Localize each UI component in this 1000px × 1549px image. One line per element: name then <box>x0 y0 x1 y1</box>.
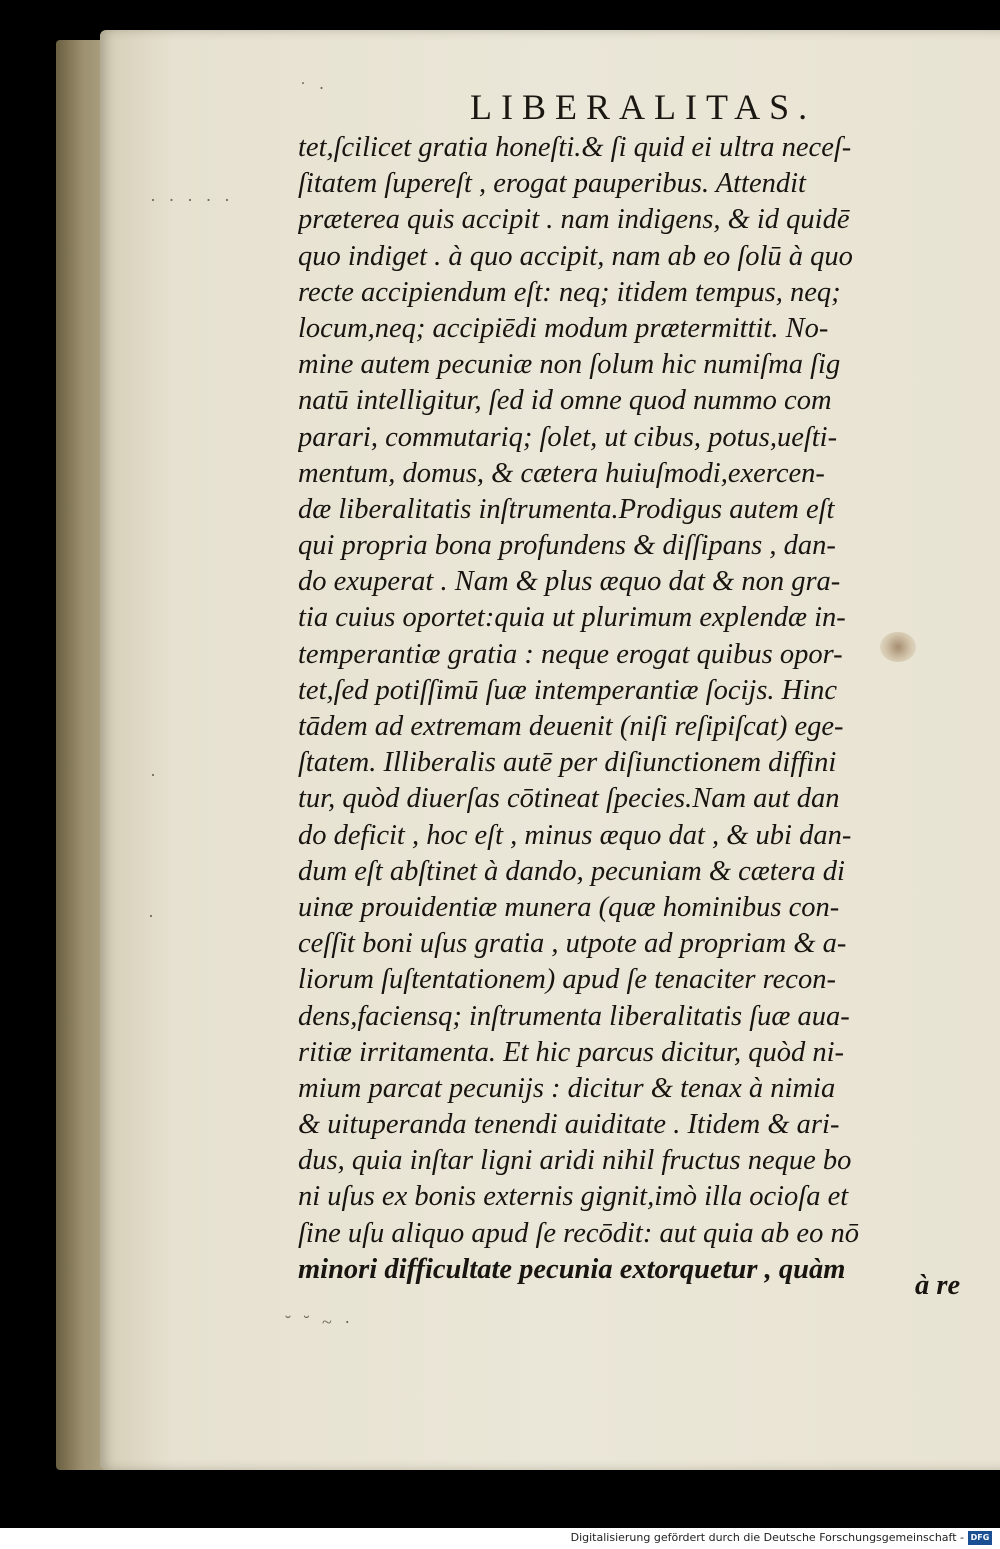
running-title: LIBERALITAS. <box>470 87 817 127</box>
text-line: tur, quòd diuerſas cōtineat ſpecies.Nam aut dan <box>298 783 840 815</box>
body-text <box>298 130 978 1288</box>
text-line: dum eſt abſtinet à dando, pecuniam & cӕtera di <box>298 855 845 887</box>
text-line: locum,neq; accipiēdi modum prӕtermittit. No- <box>298 312 829 344</box>
margin-smudge: · <box>148 906 158 926</box>
text-line: tia cuius oportet:quia ut plurimum explendӕ in- <box>298 602 846 634</box>
text-line: uinӕ prouidentiӕ munera (quӕ hominibus con- <box>298 891 840 923</box>
text-line: & uituperanda tenendi auiditate . Itidem & ari- <box>298 1109 840 1141</box>
text-line: minori difficultate pecunia extorquetur , quàm <box>298 1253 846 1285</box>
text-line: temperantiӕ gratia : neque erogat quibus opor- <box>298 638 843 670</box>
margin-smudge: · · · · · <box>150 190 234 210</box>
text-line: mine autem pecuniӕ non ſolum hic numiſma ſig <box>298 349 841 381</box>
text-line: ſtatem. Illiberalis autē per diſiunctionem diffini <box>298 747 837 779</box>
footer-bar <box>0 1528 1000 1549</box>
dfg-logo-icon: DFG <box>968 1531 992 1545</box>
text-line: ritiӕ irritamenta. Et hic parcus dicitur, quòd ni- <box>298 1036 844 1068</box>
text-line: tet,ſed potiſſimū ſuӕ intemperantiӕ ſocijs. Hinc <box>298 674 838 706</box>
margin-smudge: ˘ ˘ ~ · <box>285 1312 355 1332</box>
text-line: quo indiget . à quo accipit, nam ab eo ſolū à quo <box>298 240 853 272</box>
text-line: tādem ad extremam deuenit (niſi reſipiſcat) ege- <box>298 711 844 742</box>
funding-credit: Digitalisierung gefördert durch die Deutsche Forschungsgemeinschaft - <box>570 1531 964 1544</box>
text-line: parari, commutariq; ſolet, ut cibus, potus,ueſti- <box>298 421 838 453</box>
text-line: ceſſit boni uſus gratia , utpote ad propriam & a- <box>298 928 847 960</box>
text-line: mentum, domus, & cӕtera huiuſmodi,exercen- <box>298 457 825 489</box>
text-line: liorum ſuſtentationem) apud ſe tenaciter recon- <box>298 964 836 996</box>
text-line: ni uſus ex bonis externis gignit,imò illa ocioſa et <box>298 1181 849 1213</box>
text-line: tet,ſcilicet gratia honeſti.& ſi quid ei ultra neceſ- <box>298 132 852 163</box>
margin-smudge: ˙ · <box>300 78 329 98</box>
text-line: dus, quia inſtar ligni aridi nihil fructus neque bo <box>298 1145 852 1177</box>
text-line: mium parcat pecunijs : dicitur & tenax à nimia <box>298 1072 836 1104</box>
text-line: do deficit , hoc eſt , minus ӕquo dat , & ubi dan- <box>298 819 852 851</box>
text-line: recte accipiendum eſt: neq; itidem tempus, neq; <box>298 276 841 308</box>
margin-smudge: · <box>150 765 160 785</box>
catchword: à re <box>915 1270 961 1301</box>
text-line: ſine uſu aliquo apud ſe recōdit: aut quia ab eo nō <box>298 1217 859 1249</box>
text-line: natū intelligitur, ſed id omne quod nummo com <box>298 385 832 417</box>
text-line: ſitatem ſupereſt , erogat pauperibus. Attendit <box>298 168 806 200</box>
text-line: dӕ liberalitatis inſtrumenta.Prodigus autem eſt <box>298 493 835 525</box>
text-line: do exuperat . Nam & plus ӕquo dat & non gra- <box>298 566 841 598</box>
text-line: dens,faciensq; inſtrumenta liberalitatis ſuӕ aua- <box>298 1000 850 1032</box>
text-line: qui propria bona profundens & diſſipans , dan- <box>298 530 836 562</box>
text-line: prӕterea quis accipit . nam indigens, & id quidē <box>298 204 850 236</box>
